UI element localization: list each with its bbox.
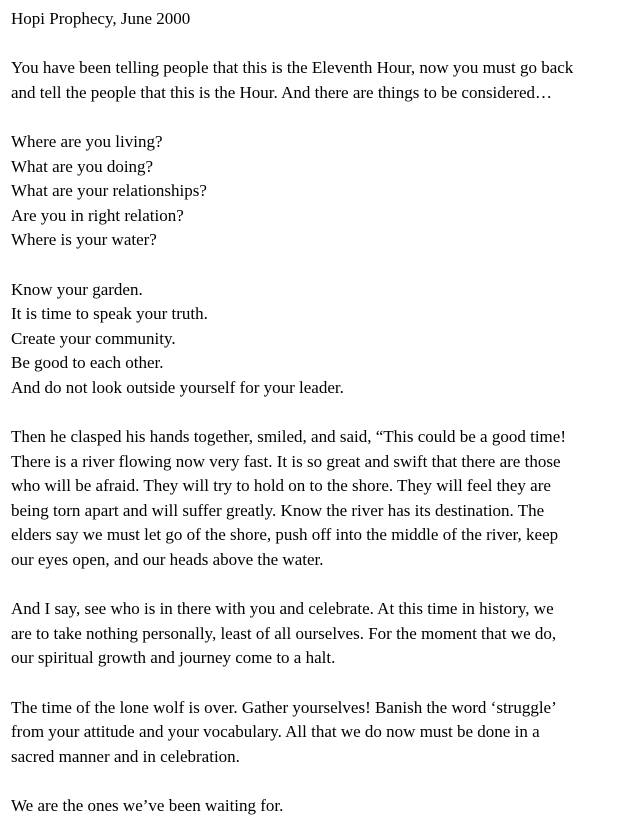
question-line: What are your relationships? [11,181,207,201]
paragraph-gap [11,32,642,57]
paragraph-gap [11,671,642,696]
text-line: sacred manner and in celebration. [11,746,240,766]
river-paragraph [11,425,642,573]
guidance-line: And do not look outside yourself for your leader. [11,377,344,397]
text-line: The time of the lone wolf is over. Gather yourselves! Banish the word ‘struggle’ [11,697,557,717]
paragraph-gap [11,253,642,278]
paragraph-gap [11,769,642,794]
question-line: Are you in right relation? [11,205,184,225]
guidance-line: Be good to each other. [11,353,164,373]
closing-line: We are the ones we’ve been waiting for. [11,796,284,815]
text-line: There is a river flowing now very fast. It is so great and swift that there are those [11,451,561,471]
text-line: from your attitude and your vocabulary. All that we do now must be done in a [11,722,540,742]
text-line: who will be afraid. They will try to hold on to the shore. They will feel they are [11,476,551,496]
guidance-list [11,278,642,401]
text-line: and tell the people that this is the Hour. And there are things to be considered… [11,82,553,102]
question-line: Where are you living? [11,131,163,151]
paragraph-gap [11,401,642,426]
question-line: Where is your water? [11,230,157,250]
text-line: You have been telling people that this is the Eleventh Hour, now you must go back [11,58,574,78]
intro-paragraph [11,56,642,105]
questions-list [11,130,642,253]
text-line: our eyes open, and our heads above the water. [11,550,324,570]
paragraph-gap [11,105,642,130]
text-line: being torn apart and will suffer greatly. Know the river has its destination. The [11,500,545,520]
lone-wolf-paragraph [11,696,642,770]
text-line: are to take nothing personally, least of all ourselves. For the moment that we do, [11,623,557,643]
text-line: Then he clasped his hands together, smiled, and said, “This could be a good time! [11,427,566,447]
document-title: Hopi Prophecy, June 2000 [11,9,191,28]
celebrate-paragraph [11,597,642,671]
text-line: elders say we must let go of the shore, push off into the middle of the river, keep [11,525,559,545]
guidance-line: Create your community. [11,328,176,348]
question-line: What are you doing? [11,156,154,176]
guidance-line: It is time to speak your truth. [11,304,208,324]
text-line: And I say, see who is in there with you and celebrate. At this time in history, we [11,599,554,619]
paragraph-gap [11,573,642,598]
guidance-line: Know your garden. [11,279,143,299]
text-line: our spiritual growth and journey come to a halt. [11,648,336,668]
